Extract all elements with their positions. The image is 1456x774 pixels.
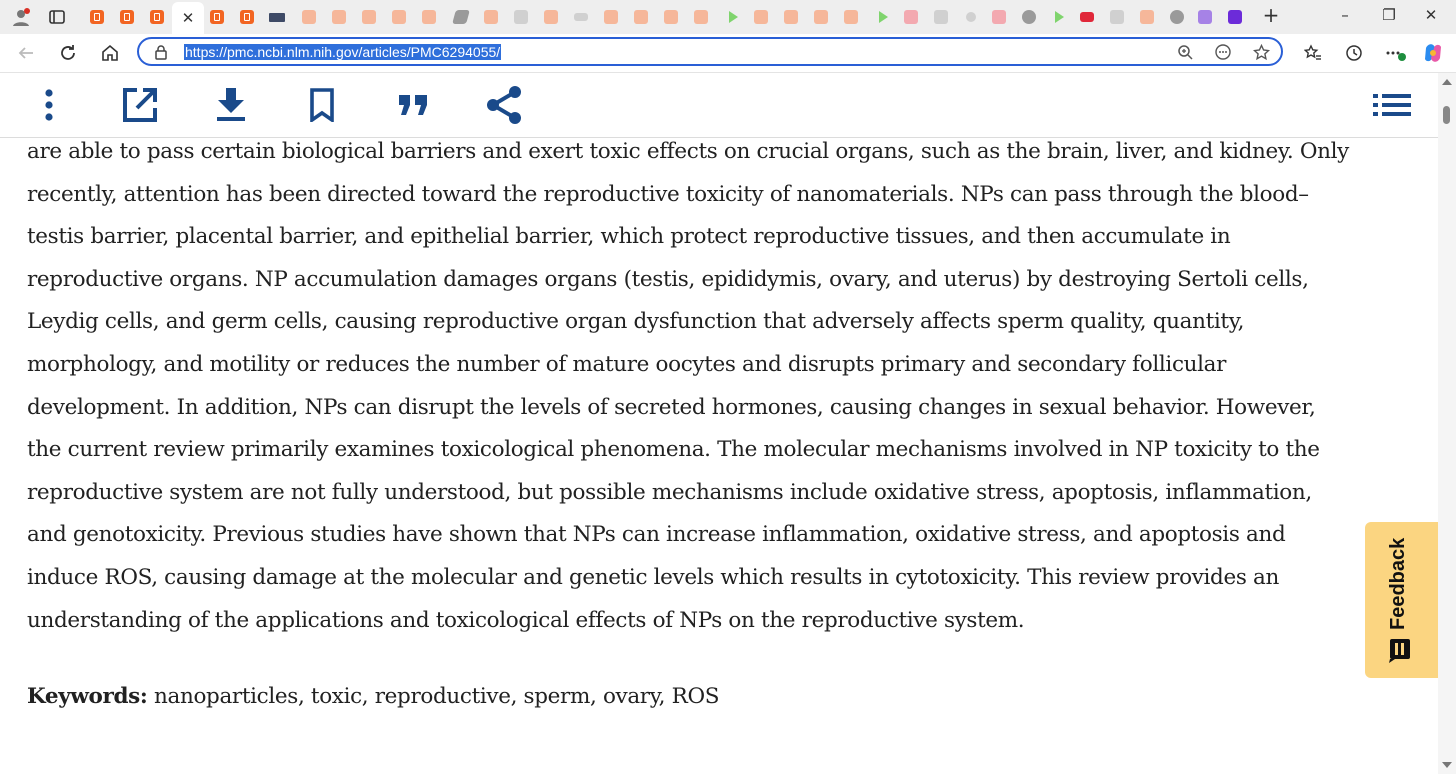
lock-icon[interactable] [154,44,168,64]
share-icon[interactable] [482,83,526,127]
refresh-icon[interactable] [57,42,79,64]
scroll-up-arrow-icon[interactable] [1442,79,1452,85]
abstract-line: are able to pass certain biological barriers and exert toxic effects on crucial organs, such as the brain, liver, and kidney. Only [27,139,1349,164]
tab-favicon[interactable] [1194,6,1216,28]
tab-favicon[interactable] [750,6,772,28]
abstract-line: recently, attention has been directed toward the reproductive toxicity of nanomaterials. NPs can pass through the blood– [27,181,1309,207]
tab-favicon[interactable] [480,6,502,28]
tab-favicon[interactable] [1166,6,1188,28]
abstract-line: induce ROS, causing damage at the molecular and genetic levels which results in cytotoxicity. This review provides an [27,564,1279,590]
cite-quote-icon[interactable] [391,83,435,127]
tab-favicon[interactable] [388,6,410,28]
contents-list-icon[interactable] [1370,83,1414,127]
open-new-window-icon[interactable] [118,83,162,127]
abstract-line: development. In addition, NPs can disrupt the levels of secreted hormones, causing changes in sexual behavior. However, [27,394,1316,420]
tab-favicon[interactable] [660,6,682,28]
tab-favicon[interactable] [116,6,138,28]
scroll-down-arrow-icon[interactable] [1442,762,1452,768]
tab-favicon[interactable] [328,6,350,28]
more-vertical-icon[interactable] [27,83,71,127]
new-tab-button[interactable]: + [1262,3,1280,27]
address-toolbar [0,34,1456,73]
abstract-line: reproductive system are not fully understood, but possible mechanisms include oxidative stress, apoptosis, inflammation, [27,479,1312,505]
maximize-button[interactable]: ❐ [1382,6,1396,24]
minimize-button[interactable]: – [1341,6,1349,24]
scrollbar-thumb[interactable] [1443,106,1450,124]
tab-favicon[interactable] [1048,6,1070,28]
tab-favicon[interactable] [1076,6,1098,28]
article-abstract [27,131,1427,642]
tab-favicon[interactable] [1224,6,1246,28]
abstract-line: morphology, and motility or reduces the number of mature oocytes and disrupts primary and secondary follicular [27,351,1227,377]
tab-favicon[interactable] [236,6,258,28]
address-bar[interactable] [137,37,1283,66]
tab-favicon[interactable] [570,6,592,28]
abstract-line: testis barrier, placental barrier, and epithelial barrier, which protect reproductive tissues, and then accumulate in [27,224,1231,250]
abstract-line: Leydig cells, and germ cells, causing reproductive organ dysfunction that adversely affects sperm quality, quantity, [27,309,1245,335]
close-window-button[interactable]: ✕ [1424,6,1438,24]
tab-favicon[interactable] [690,6,712,28]
zoom-icon[interactable] [1177,44,1193,64]
reading-mode-icon[interactable] [1215,44,1231,64]
tab-favicon[interactable] [900,6,922,28]
more-menu-icon[interactable] [1385,42,1407,64]
article-toolbar [0,73,1438,138]
profile-avatar-icon[interactable] [10,6,32,28]
favorites-icon[interactable] [1302,42,1324,64]
abstract-line: understanding of the applications and toxicological effects of NPs on the reproductive system. [27,607,1025,633]
tab-favicon[interactable] [206,6,228,28]
tab-favicon[interactable] [722,6,744,28]
tab-favicon[interactable] [840,6,862,28]
tab-favicon[interactable] [450,6,472,28]
keywords-label: Keywords: [27,684,148,709]
browser-tab-strip [0,0,1456,34]
copilot-icon[interactable] [1422,42,1444,64]
url-text[interactable]: https://pmc.ncbi.nlm.nih.gov/articles/PMC6294055/ [185,44,501,60]
tab-favicon[interactable] [146,6,168,28]
tab-favicon[interactable] [510,6,532,28]
tab-favicon[interactable] [630,6,652,28]
history-icon[interactable] [1343,42,1365,64]
tab-favicon[interactable] [780,6,802,28]
home-icon[interactable] [99,42,121,64]
feedback-button[interactable] [1365,522,1438,678]
download-icon[interactable] [209,83,253,127]
tab-favicon[interactable] [540,6,562,28]
tab-favicon[interactable] [600,6,622,28]
bookmark-icon[interactable] [300,83,344,127]
tab-favicon[interactable] [1136,6,1158,28]
tab-actions-icon[interactable] [46,6,68,28]
tab-favicon[interactable] [1106,6,1128,28]
tab-favicon[interactable] [298,6,320,28]
keywords-value: nanoparticles, toxic, reproductive, sperm, ovary, ROS [147,684,720,709]
tab-favicon[interactable] [266,6,288,28]
tab-favicon[interactable] [86,6,108,28]
active-tab-close-button[interactable]: ✕ [172,2,204,34]
keywords [27,684,719,709]
tab-favicon[interactable] [960,6,982,28]
abstract-line: reproductive organs. NP accumulation damages organs (testis, epididymis, ovary, and uterus) by destroying Sertoli cells, [27,266,1309,292]
tab-favicon[interactable] [418,6,440,28]
feedback-icon [1388,637,1414,663]
page-scrollbar[interactable] [1438,73,1456,774]
tab-favicon[interactable] [358,6,380,28]
abstract-line: and genotoxicity. Previous studies have shown that NPs can increase inflammation, oxidative stress, and apoptosis and [27,522,1286,548]
tab-favicon[interactable] [988,6,1010,28]
tab-favicon[interactable] [1018,6,1040,28]
back-button[interactable] [15,42,37,64]
abstract-line: the current review primarily examines toxicological phenomena. The molecular mechanisms involved in NP toxicity to the [27,437,1320,463]
tab-favicon[interactable] [930,6,952,28]
tab-favicon[interactable] [810,6,832,28]
tab-favicon[interactable] [872,6,894,28]
feedback-label: Feedback [1387,537,1409,630]
favorite-star-icon[interactable] [1253,44,1270,65]
